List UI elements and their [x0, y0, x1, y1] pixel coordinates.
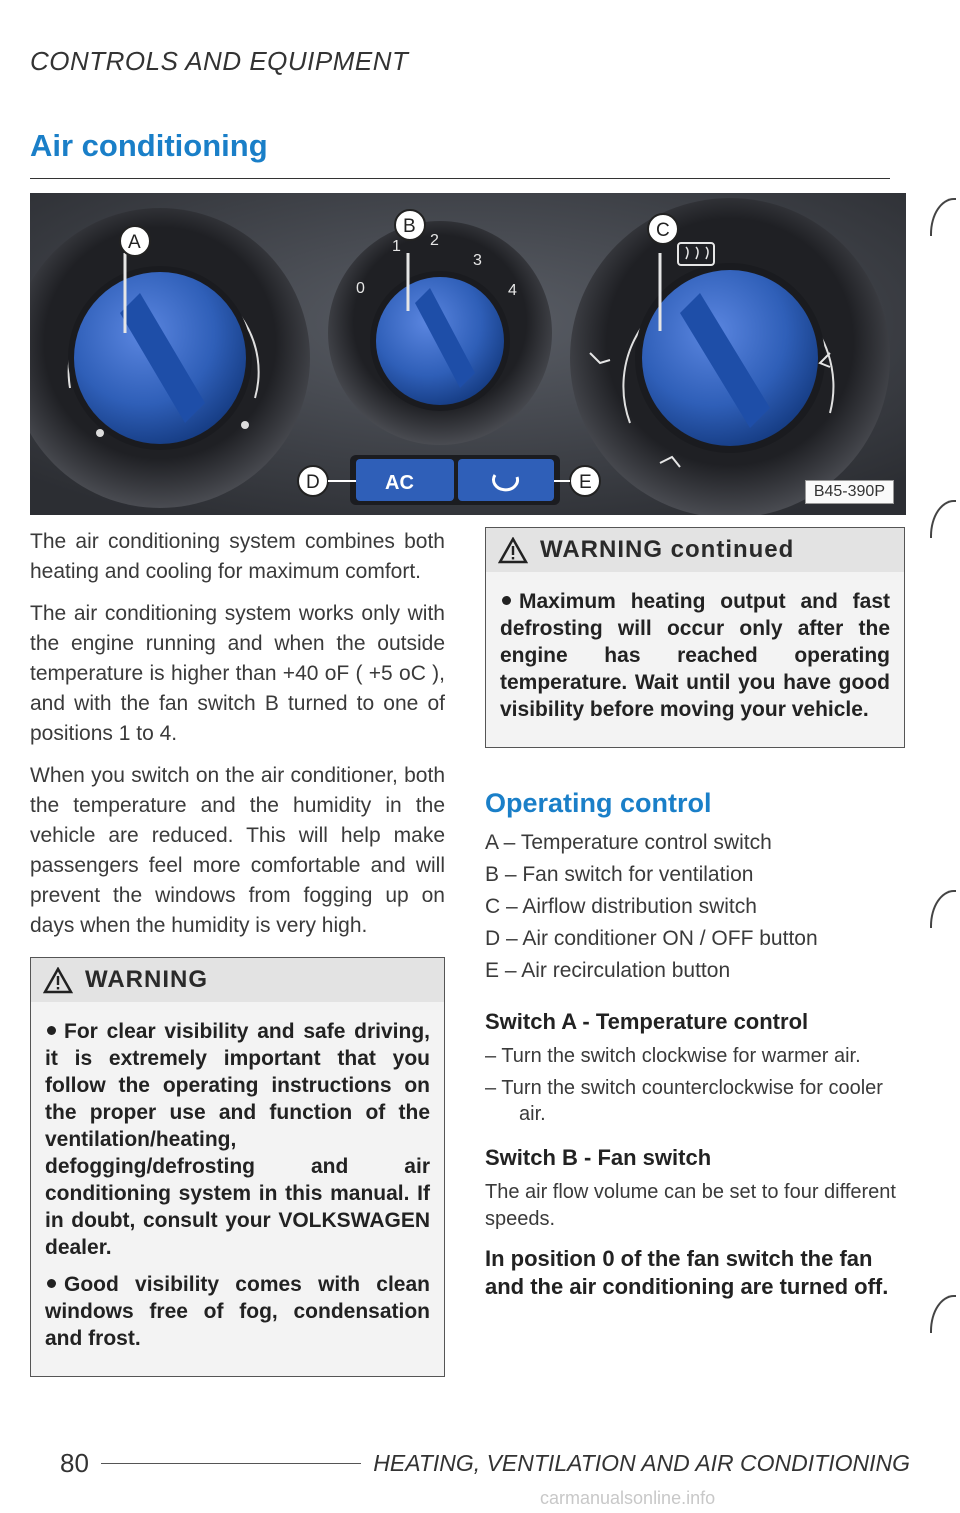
- warning-item: Good visibility comes with clean windows free of fog, condensation and frost.: [45, 1273, 430, 1350]
- svg-text:A: A: [128, 232, 141, 253]
- callout-b: [395, 210, 425, 240]
- edge-mark: [930, 500, 956, 538]
- page-footer: [60, 1448, 910, 1479]
- warning-triangle-icon: [498, 537, 528, 564]
- fan-number-0: 0: [356, 280, 365, 297]
- switch-a-item: – Turn the switch counterclockwise for cooler air.: [485, 1077, 883, 1125]
- page-title: Air conditioning: [30, 128, 268, 163]
- ac-recirc-panel: [350, 455, 560, 505]
- control-item-b: B – Fan switch for ventilation: [485, 863, 754, 886]
- figure-code: B45-390P: [805, 480, 894, 504]
- fan-number-3: 3: [473, 252, 482, 269]
- warning-item: For clear visibility and safe driving, it is extremely important that you follow the operating instructions on the proper use and function of the ventilation/heating, defogging/defrosting and air conditioning system in this manual. If in doubt, consult your VOLKSWAGEN dealer.: [45, 1020, 430, 1259]
- control-item-c: C – Airflow distribution switch: [485, 895, 757, 918]
- switch-a-item: – Turn the switch clockwise for warmer air.: [485, 1045, 861, 1067]
- warning-item: Maximum heating output and fast defrosting will occur only after the engine has reached operating temperature. Wait until you have good visibility before moving your vehicle.: [500, 590, 890, 721]
- page-number: 80: [60, 1448, 89, 1478]
- control-item-a: A – Temperature control switch: [485, 831, 772, 854]
- watermark: carmanualsonline.info: [540, 1488, 716, 1508]
- svg-text:D: D: [306, 472, 320, 493]
- warning-continued-box: [485, 527, 905, 748]
- intro-paragraph: The air conditioning system combines both heating and cooling for maximum comfort.: [30, 530, 445, 583]
- edge-mark: [930, 890, 956, 928]
- warning-title: WARNING: [85, 966, 208, 993]
- warning-continued-header: [486, 528, 904, 572]
- switch-b-text: The air flow volume can be set to four different speeds.: [485, 1181, 896, 1230]
- fan-number-4: 4: [508, 282, 517, 299]
- ac-button-label: AC: [385, 472, 414, 494]
- svg-text:B: B: [403, 216, 416, 237]
- warning-triangle-icon: [43, 967, 73, 994]
- warning-continued-title: WARNING continued: [540, 536, 795, 563]
- fan-number-1: 1: [392, 238, 401, 255]
- warning-box: [30, 957, 445, 1377]
- control-item-e: E – Air recirculation button: [485, 959, 731, 982]
- left-column: [30, 527, 445, 1377]
- bullet-icon: [502, 596, 511, 605]
- svg-text:C: C: [656, 220, 670, 241]
- title-rule: [30, 178, 890, 179]
- recirculation-button[interactable]: [458, 459, 554, 501]
- operation-paragraph: The air conditioning system works only with the engine running and when the outside temperature is higher than +40 oF ( +5 oC ), and with the fan switch B turned to one of positions 1 to 4.: [30, 602, 445, 745]
- control-item-d: D – Air conditioner ON / OFF button: [485, 927, 818, 950]
- switch-b-heading: Switch B - Fan switch: [485, 1145, 712, 1170]
- warning-header: [31, 958, 444, 1002]
- chapter-title: HEATING, VENTILATION AND AIR CONDITIONING: [373, 1450, 910, 1476]
- callout-c: [648, 214, 678, 244]
- bullet-icon: [47, 1279, 56, 1288]
- edge-mark: [930, 198, 956, 236]
- svg-text:E: E: [579, 472, 592, 493]
- edge-mark: [930, 1295, 956, 1333]
- right-column: [485, 527, 905, 1301]
- operating-control-heading: Operating control: [485, 788, 712, 818]
- section-label: CONTROLS AND EQUIPMENT: [30, 46, 409, 76]
- footer-rule: [101, 1463, 361, 1464]
- knob-c[interactable]: [570, 198, 890, 515]
- fan-number-2: 2: [430, 232, 439, 249]
- control-panel-figure: [30, 193, 906, 515]
- switch-b-note: In position 0 of the fan switch the fan and the air conditioning are turned off.: [485, 1246, 889, 1299]
- switch-a-heading: Switch A - Temperature control: [485, 1009, 809, 1034]
- bullet-icon: [47, 1026, 56, 1035]
- humidity-paragraph: When you switch on the air conditioner, both the temperature and the humidity in the vehicle are reduced. This will help make passengers feel more comfortable and will prevent the windows from fogging up on days when the humidity is very high.: [30, 764, 445, 937]
- knob-b[interactable]: [328, 221, 552, 445]
- callout-a: [120, 226, 150, 256]
